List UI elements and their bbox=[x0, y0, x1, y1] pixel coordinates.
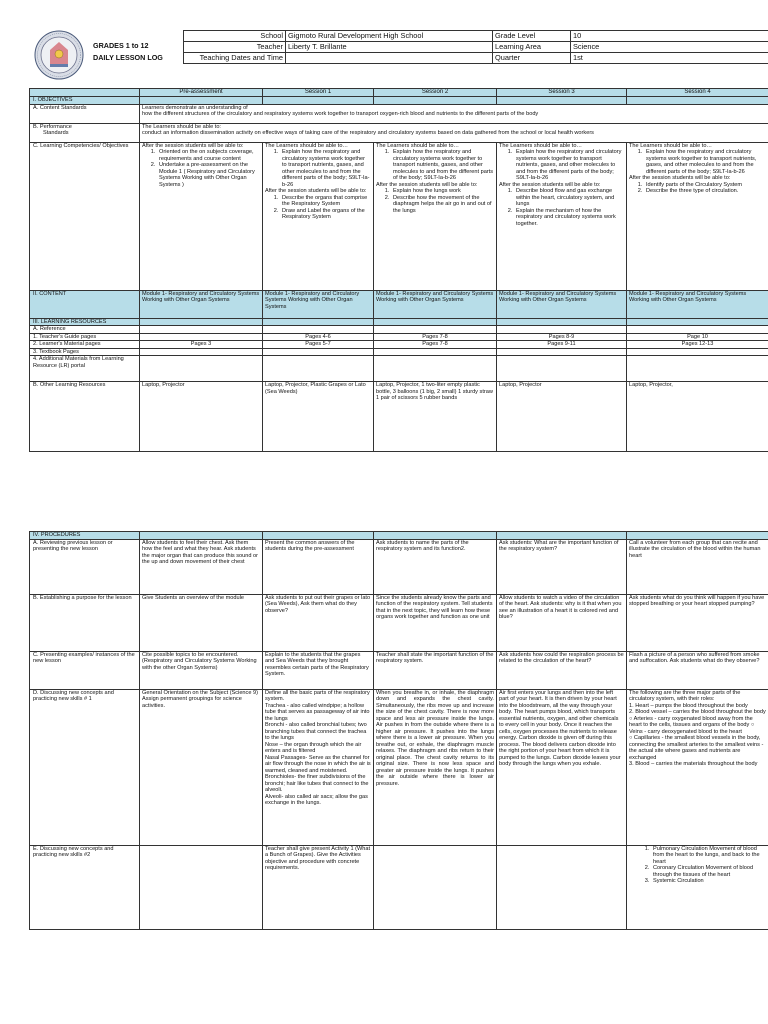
resource-cell: Laptop, Projector, bbox=[627, 382, 768, 452]
procedure-cell: Allow students to watch a video of the circulation of the heart. Ask students: why is it that when you see an illustration of a heart it is colored red and blue? bbox=[497, 594, 627, 651]
module-cell: Module 1- Respiratory and Circulatory Systems Working with Other Organ Systems bbox=[140, 290, 263, 318]
competencies-cell bbox=[374, 142, 497, 290]
textbook-row bbox=[30, 348, 768, 356]
cell-intro: After the session students will be able to: bbox=[376, 181, 478, 188]
row-label: C. Learning Competencies/ Objectives bbox=[30, 142, 140, 290]
section-title: II. CONTENT bbox=[30, 290, 140, 318]
performance-standards-row bbox=[30, 123, 768, 142]
module-cell: Module 1- Respiratory and Circulatory Systems Working with Other Organ Systems bbox=[374, 290, 497, 318]
cell-intro: After the session students will be able to: bbox=[629, 175, 731, 181]
procedure-cell bbox=[140, 845, 263, 929]
dates-label: Teaching Dates and Time bbox=[184, 53, 286, 64]
performance-standards-line: The Learners should be able to: bbox=[142, 123, 221, 130]
reference-row bbox=[30, 326, 768, 334]
circulation-item: 3. Systemic Circulation bbox=[651, 878, 766, 885]
lesson-log-title bbox=[93, 40, 163, 64]
objective-item: 1. Oriented on the on subjects coverage, requirements and course content bbox=[157, 149, 260, 162]
definition-line: The following are the three major parts of the circulatory system, with their roles: bbox=[629, 689, 741, 702]
page-ref: Page 10 bbox=[627, 333, 768, 341]
resource-cell: Laptop, Projector bbox=[497, 382, 627, 452]
definition-line: Nasal Passages- Serve as the channel for air flow through the nose in which the air is warmed, cleaned and moistened. bbox=[265, 754, 371, 774]
section-title: I. OBJECTIVES bbox=[30, 97, 140, 105]
page-ref: Pages 7-8 bbox=[374, 341, 497, 349]
procedure-cell: Give Students an overview of the module bbox=[140, 594, 263, 651]
daily-lesson-log-label: DAILY LESSON LOG bbox=[93, 53, 163, 62]
definition-line: Veins - carry deoxygenated blood to the heart bbox=[629, 728, 742, 735]
procedure-cell: Ask students to put out their grapes or lato (Sea Weeds), Ask them what do they observe? bbox=[263, 594, 374, 651]
learning-area-value: Science bbox=[571, 42, 768, 53]
procedure-cell: Flash a picture of a person who suffered from smoke and suffocation. Ask students what do they observe? bbox=[627, 651, 768, 689]
page-ref: Pages 5-7 bbox=[263, 341, 374, 349]
procedure-row-a bbox=[30, 539, 768, 594]
quarter-value: 1st bbox=[571, 53, 768, 64]
definition-line: Trachea - also called windpipe; a hollow tube that serves as passageway of air into the lungs bbox=[265, 702, 370, 722]
procedure-cell: Since the students already know the parts and function of the respiratory system. Tell students that in the next topic, they will learn how these organs work together and function as one unit bbox=[374, 594, 497, 651]
column-header-row bbox=[30, 89, 768, 97]
column-header: Session 1 bbox=[263, 89, 374, 97]
definition-line: Define all the basic parts of the respiratory system. bbox=[265, 689, 370, 702]
section-row-content bbox=[30, 290, 768, 318]
circulation-item: 2. Coronary Circulation Movement of blood through the tissues of the heart bbox=[651, 865, 766, 878]
teachers-guide-row bbox=[30, 333, 768, 341]
procedure-cell: Teacher shall state the important function of the respiratory system. bbox=[374, 651, 497, 689]
objective-item: 1. Explain how the respiratory and circulatory systems work together to transport nutrients, gases, and other molecules to and from the different parts of the body; S9LT-Ia-b-26 bbox=[514, 149, 624, 182]
cell-intro: After the session students will be able to: bbox=[265, 188, 367, 194]
procedure-cell: General Orientation on the Subject (Science 9) Assign permanent groupings for science activities. bbox=[140, 689, 263, 845]
content-standards-row bbox=[30, 104, 768, 123]
row-label: D. Discussing new concepts and practicing new skills # 1 bbox=[30, 689, 140, 845]
section-title: III. LEARNING RESOURCES bbox=[30, 318, 140, 326]
objective-item: 2. Describe the three type of circulation. bbox=[644, 188, 766, 195]
competencies-cell bbox=[263, 142, 374, 290]
competencies-cell bbox=[497, 142, 627, 290]
page-ref: Pages 9-11 bbox=[497, 341, 627, 349]
resource-cell: Laptop, Projector, Plastic Grapes or Lato (Sea Weeds) bbox=[263, 382, 374, 452]
row-label: 1. Teacher's Guide pages bbox=[30, 333, 140, 341]
additional-materials-row bbox=[30, 356, 768, 382]
row-label: A. Content Standards bbox=[30, 104, 140, 123]
cell-intro: After the session students will be able to: bbox=[142, 142, 244, 149]
procedure-cell: Explain to the students that the grapes and Sea Weeds that they brought resembles certain parts of the Respiratory System. bbox=[263, 651, 374, 689]
section-row-objectives bbox=[30, 97, 768, 105]
grade-level-value: 10 bbox=[571, 31, 768, 42]
resource-cell: Laptop, Projector, 1 two-liter empty plastic bottle, 3 balloons (1 big, 2 small) 1 sturdy straw 1 pair of scissors 5 rubber bands bbox=[374, 382, 497, 452]
objective-item: 1. Explain how the respiratory and circulatory systems work together to transport nutrients, gases, and other molecules to and from the different parts of the body; S9LT-Ia-b-26 bbox=[280, 149, 371, 188]
content-standards-line: Learners demonstrate an understanding of bbox=[142, 104, 248, 111]
cell-intro: The Learners should be able to… bbox=[376, 142, 460, 149]
row-label: C. Presenting examples/ instances of the new lesson bbox=[30, 651, 140, 689]
objective-item: 1. Explain how the respiratory and circulatory systems work together to transport nutrients, gases, and other molecules to and from the different parts of the body; S9LT-Ia-b-26 bbox=[391, 149, 494, 182]
section-row-procedures bbox=[30, 532, 768, 540]
section-title: IV. PROCEDURES bbox=[30, 532, 140, 540]
procedure-cell: Present the common answers of the students during the pre-assessment bbox=[263, 539, 374, 594]
page-ref: Pages 12-13 bbox=[627, 341, 768, 349]
performance-standards-line: conduct an information dissemination activity on effective ways of taking care of the respiratory and circulatory systems based on data gathered from the school or local health workers bbox=[142, 130, 594, 136]
competencies-row bbox=[30, 142, 768, 290]
definition-line: 2. Blood vessel – carries the blood throughout the body bbox=[629, 709, 766, 715]
row-label-line: Standards bbox=[43, 130, 69, 136]
school-label: School bbox=[184, 31, 286, 42]
module-cell: Module 1- Respiratory and Circulatory Systems Working with Other Organ Systems bbox=[497, 290, 627, 318]
definition-line: Bronchioles- the finer subdivisions of the bronchi; hair like tubes that connect to the alveoli. bbox=[265, 774, 369, 793]
module-cell: Module 1- Respiratory and Circulatory Systems Working with Other Organ Systems bbox=[627, 290, 768, 318]
definition-line: Alveoli- also called air sacs; allow the gas exchange in the lungs. bbox=[265, 793, 368, 806]
objective-item: 1. Explain how the respiratory and circulatory systems work together to transport nutrients, gases, and other molecules to and from the different parts of the body; S9LT-Ia-b-26 bbox=[644, 149, 766, 175]
grades-label: GRADES 1 to 12 bbox=[93, 41, 149, 50]
objective-item: 2. Draw and Label the organs of the Respiratory System bbox=[280, 208, 371, 221]
column-header: Session 2 bbox=[374, 89, 497, 97]
objective-item: 2. Describe how the movement of the diaphragm helps the air go in and out of the lungs bbox=[391, 195, 494, 215]
page-ref: Pages 4-6 bbox=[263, 333, 374, 341]
circulation-item: 1. Pulmonary Circulation Movement of blood from the heart to the lungs, and back to the heart bbox=[651, 846, 766, 866]
definition-line: Nose – the organ through which the air enters and is filtered bbox=[265, 741, 362, 754]
row-label: 2. Learner's Material pages bbox=[30, 341, 140, 349]
procedure-cell: Ask students what do you think will happen if you have stopped breathing or your heart stopped pumping? bbox=[627, 594, 768, 651]
row-label: 4. Additional Materials from Learning Resource (LR) portal bbox=[30, 356, 140, 382]
resource-cell: Laptop, Projector bbox=[140, 382, 263, 452]
competencies-cell bbox=[140, 142, 263, 290]
definition-line: ○ Capillaries - the smallest blood vessels in the body, connecting the smallest arteries to the smallest veins - the actual site where gases and nutrients are exchanged bbox=[629, 735, 764, 761]
procedure-cell bbox=[627, 845, 768, 929]
definition-line: 3. Blood – carries the materials throughout the body bbox=[629, 761, 758, 767]
quarter-label: Quarter bbox=[493, 53, 571, 64]
learning-area-label: Learning Area bbox=[493, 42, 571, 53]
dates-value bbox=[286, 53, 493, 64]
row-label: A. Reviewing previous lesson or presenting the new lesson bbox=[30, 539, 140, 594]
procedure-cell: Teacher shall give present Activity 1 (What a Bunch of Grapes). Give the Activities objective and procedure with concrete requirements. bbox=[263, 845, 374, 929]
procedure-cell bbox=[627, 689, 768, 845]
page-ref: Pages 7-8 bbox=[374, 333, 497, 341]
definition-line: 1. Heart – pumps the blood throughout the body bbox=[629, 702, 748, 709]
definition-line: ○ Arteries - carry oxygenated blood away from the heart to the cells, tissues and organs of the body ○ bbox=[629, 715, 755, 728]
grade-level-label: Grade Level bbox=[493, 31, 571, 42]
procedure-cell: Call a volunteer from each group that can recite and illustrate the circulation of the blood within the human heart bbox=[627, 539, 768, 594]
cell-intro: The Learners should be able to… bbox=[499, 142, 583, 149]
page-ref: Pages 8-9 bbox=[497, 333, 627, 341]
module-cell: Module 1- Respiratory and Circulatory Systems Working with Other Organ Systems bbox=[263, 290, 374, 318]
header-info-table bbox=[183, 30, 768, 64]
objective-item: 2. Explain the mechanism of how the respiratory and circulatory systems work together. bbox=[514, 208, 624, 228]
page-ref: Pages 3 bbox=[140, 341, 263, 349]
other-resources-row bbox=[30, 382, 768, 452]
row-label: A. Reference bbox=[30, 326, 140, 334]
procedure-cell: Ask students to name the parts of the respiratory system and its function2. bbox=[374, 539, 497, 594]
school-value: Gigmoto Rural Development High School bbox=[286, 31, 493, 42]
row-label bbox=[30, 123, 140, 142]
column-header: Session 4 bbox=[627, 89, 768, 97]
definition-line: Bronchi - also called bronchial tubes; two branching tubes that connect the trachea to the lungs bbox=[265, 722, 367, 741]
lesson-plan-table bbox=[29, 88, 768, 452]
teacher-label: Teacher bbox=[184, 42, 286, 53]
procedure-row-b bbox=[30, 594, 768, 651]
objective-item: 1. Explain how the lungs work bbox=[391, 188, 494, 195]
row-label: B. Other Learning Resources bbox=[30, 382, 140, 452]
objective-item: 2. Undertake a pre-assessment on the Module 1 ( Respiratory and Circulatory Systems Working with Other Organ Systems ) bbox=[157, 162, 260, 188]
column-header: Pre-assessment bbox=[140, 89, 263, 97]
objective-item: 1. Identify parts of the Circulatory System bbox=[644, 182, 766, 189]
procedure-cell: Ask students how could the respiration process be related to the circulation of the heart? bbox=[497, 651, 627, 689]
procedure-cell bbox=[497, 845, 627, 929]
teacher-value: Liberty T. Brillante bbox=[286, 42, 493, 53]
row-label: B. Establishing a purpose for the lesson bbox=[30, 594, 140, 651]
row-label: E. Discussing new concepts and practicing new skills #2 bbox=[30, 845, 140, 929]
deped-seal-logo bbox=[34, 30, 84, 80]
column-header: Session 3 bbox=[497, 89, 627, 97]
procedure-cell bbox=[374, 845, 497, 929]
cell-intro: The Learners should be able to… bbox=[265, 142, 349, 149]
row-label: 3. Textbook Pages bbox=[30, 348, 140, 356]
learners-material-row bbox=[30, 341, 768, 349]
cell-intro: The Learners should be able to… bbox=[629, 142, 713, 149]
cell-intro: After the session students will be able to: bbox=[499, 181, 601, 188]
objective-item: 1. Describe the organs that comprise the Respiratory System bbox=[280, 195, 371, 208]
procedure-row-d bbox=[30, 689, 768, 845]
content-standards-text bbox=[140, 104, 768, 123]
row-label-line: B. Performance bbox=[33, 123, 72, 130]
performance-standards-text bbox=[140, 123, 768, 142]
procedure-row-c bbox=[30, 651, 768, 689]
procedure-cell: When you breathe in, or inhale, the diaphragm down and expands the chest cavity. Simultaneously, the ribs move up and increase the size of the chest cavity. There is now more space and less air pressure inside the lungs. Air pushes in from the outside where there is a higher air pressure. It pushes into the lungs where there is a lower air pressure. When you breathe out, or exhale, the diaphragm muscle relaxes. The diaphragm and ribs return to their original place. The chest cavity returns to its original size. There is now less space and greater air pressure inside the lungs. It pushes the air outside where there is lower air pressure. bbox=[374, 689, 497, 845]
procedure-row-e bbox=[30, 845, 768, 929]
procedure-cell bbox=[263, 689, 374, 845]
procedures-table bbox=[29, 531, 768, 930]
procedure-cell: Air first enters your lungs and then into the left part of your heart. It is then driven by your heart into the bloodstream, all the way through your body. The heart pumps blood, which transports essential nutrients, oxygen, and other chemicals to every cell in your body. Once it reaches the cells, oxygen processes the nutrients to release energy. Carbon dioxide is given off during this process. The blood delivers carbon dioxide into the right portion of your heart from which it is pumped to the lungs. Carbon dioxide leaves your body through the lungs when you exhale. bbox=[497, 689, 627, 845]
procedure-cell: Cite possible topics to be encountered. (Respiratory and Circulatory Systems Working with the other Organ Systems) bbox=[140, 651, 263, 689]
objective-item: 1. Describe blood flow and gas exchange within the heart, circulatory system, and lungs bbox=[514, 188, 624, 208]
procedure-cell: Ask students: What are the important function of the respiratory system? bbox=[497, 539, 627, 594]
section-row-resources bbox=[30, 318, 768, 326]
page-ref bbox=[140, 333, 263, 341]
procedure-cell: Allow students to feel their chest. Ask them how the feel and what they hear. Ask students the major organ that can produce this sound or the up and down movement of their chest bbox=[140, 539, 263, 594]
competencies-cell bbox=[627, 142, 768, 290]
content-standards-line: how the different structures of the circulatory and respiratory systems work together to transport oxygen-rich blood and nutrients to the different parts of the body bbox=[142, 111, 539, 117]
